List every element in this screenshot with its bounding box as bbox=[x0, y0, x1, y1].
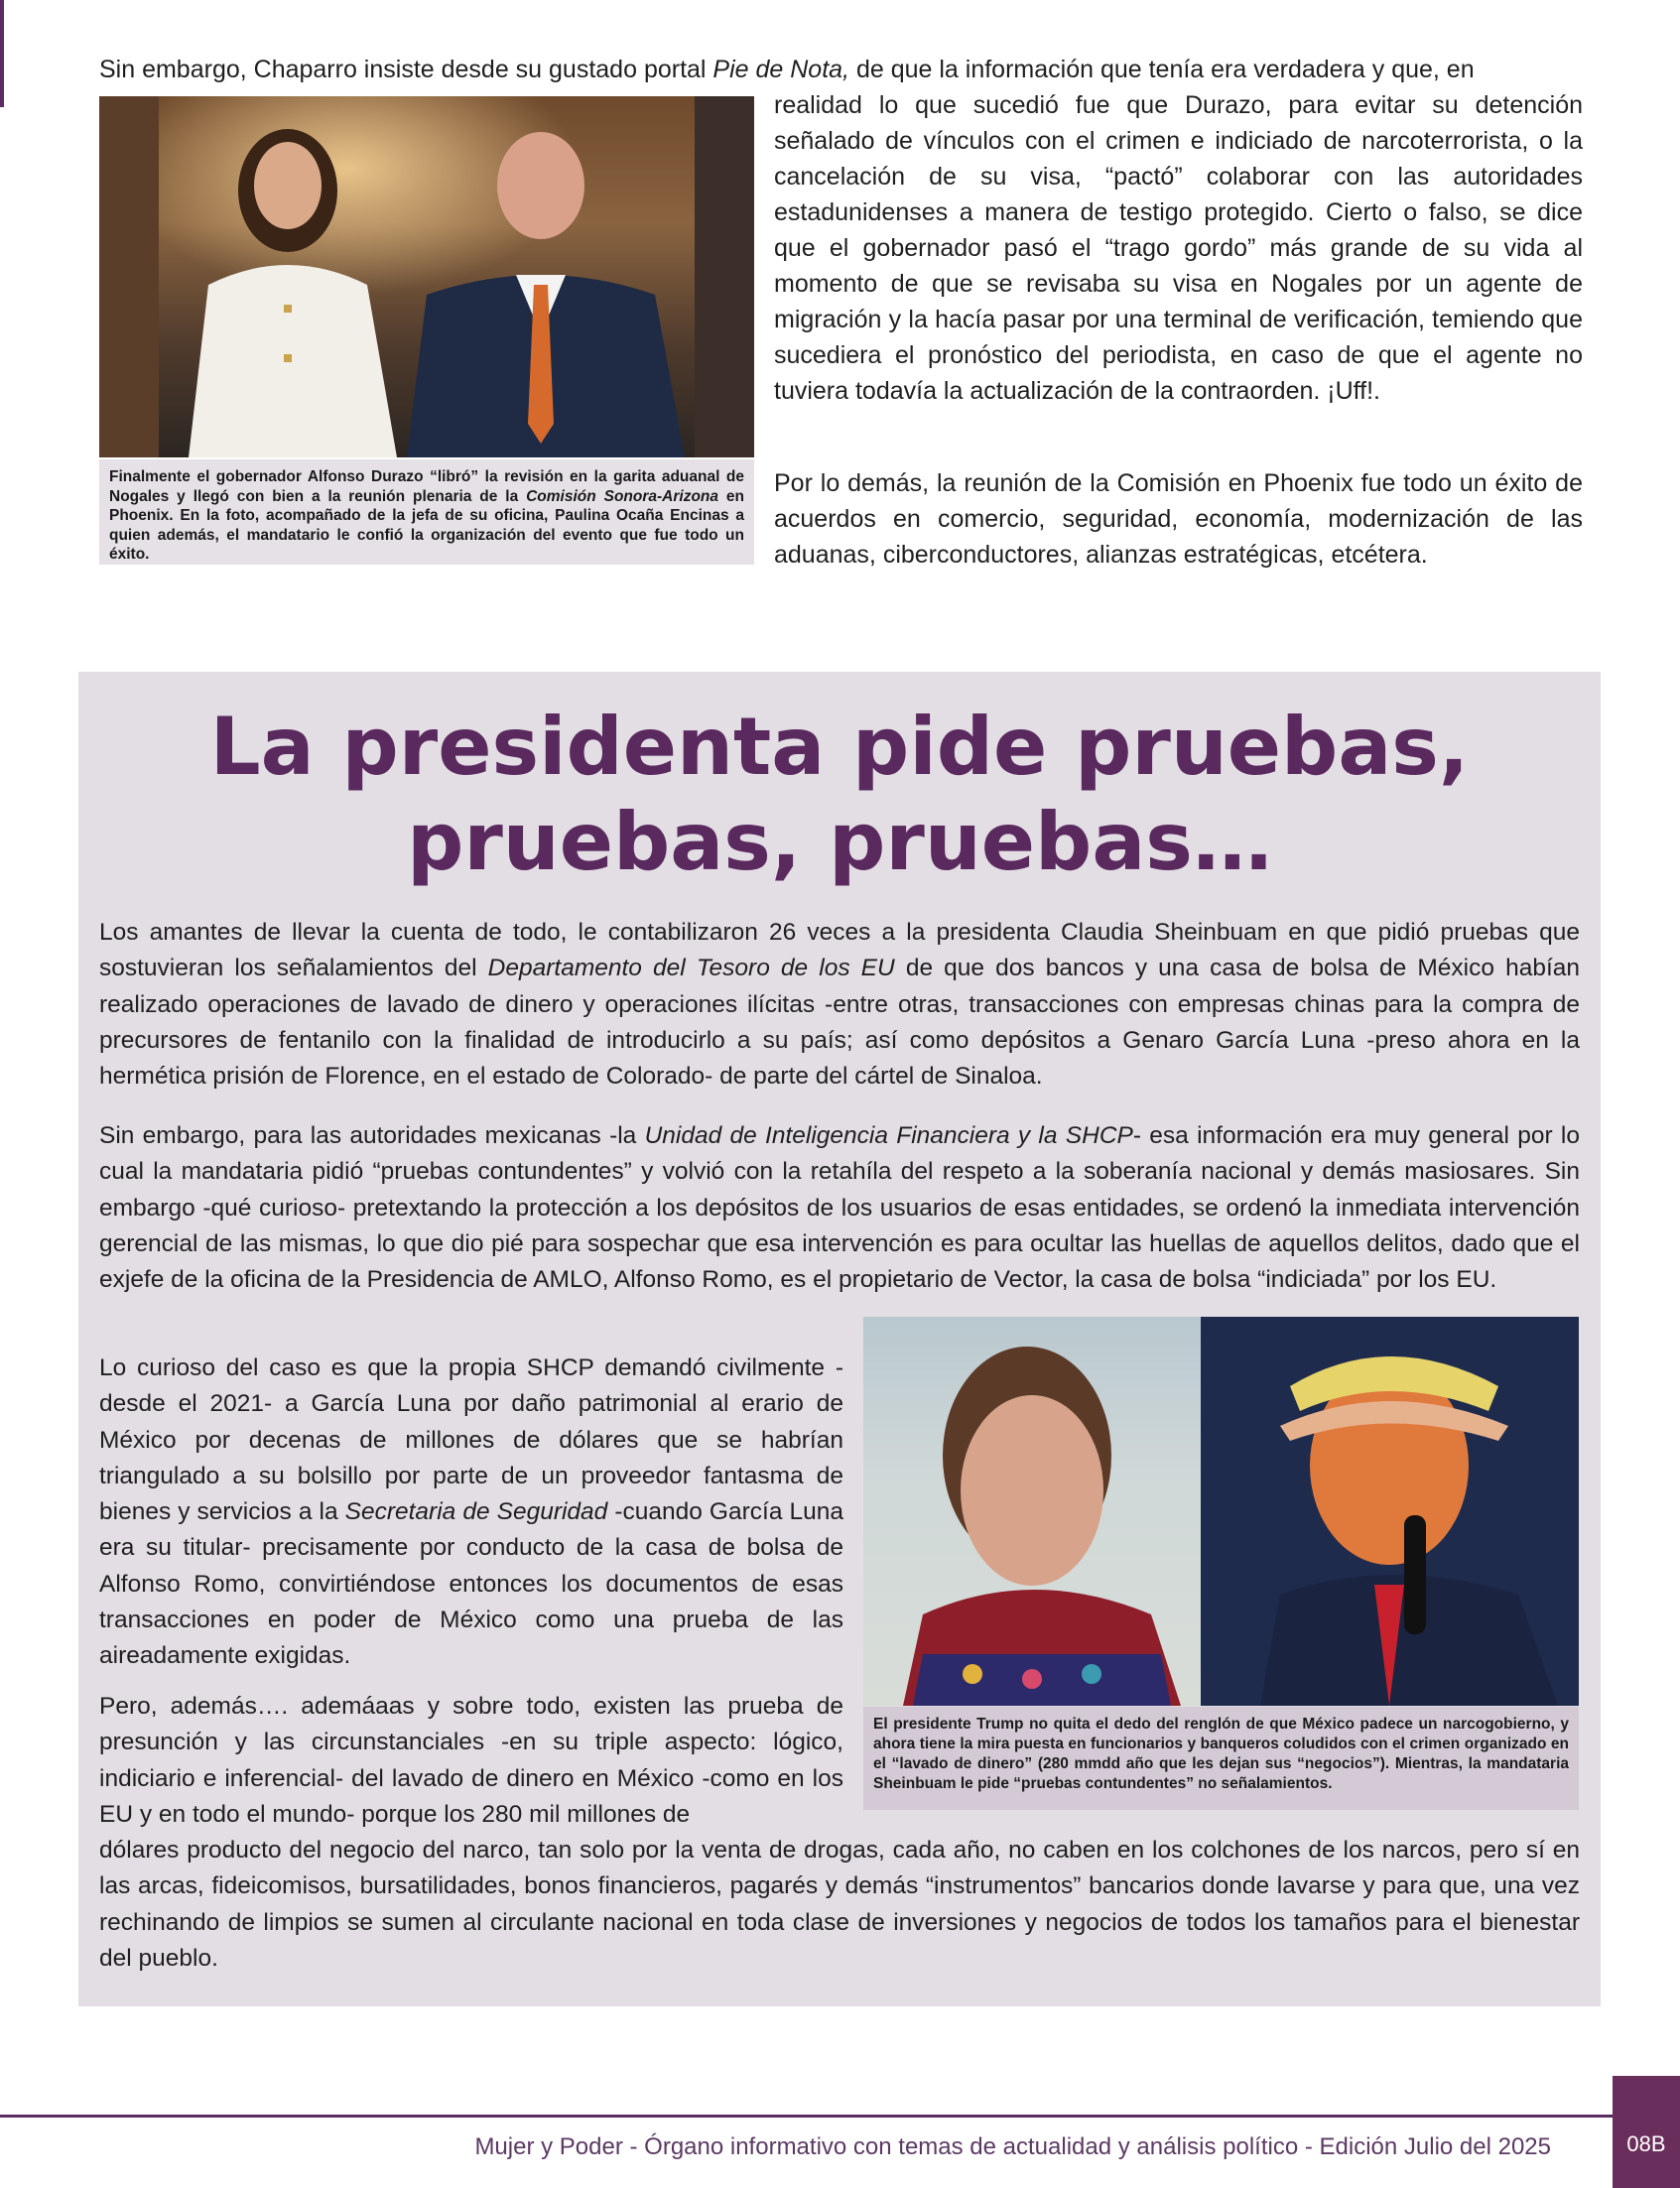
intro-second-paragraph: Por lo demás, la reunión de la Comisión en Phoenix fue todo un éxito de acuerdos en comercio, seguridad, economía, modernización de las aduanas, ciberconductores, alianzas estratégicas, etcétera. bbox=[774, 469, 1583, 569]
edge-accent-bar bbox=[0, 0, 4, 107]
article-paragraph-3: Lo curioso del caso es que la propia SHCP demandó civilmente -desde el 2021- a García Luna por daño patrimonial al erario de México por decenas de millones de dólares que se habrían triangulado a su bolsillo por parte de un proveedor fantasma de bienes y servicios a la Secretaria de Seguridad -cuando García Luna era su titular- precisamente por conducto de la casa de bolsa de Alfonso Romo, convirtiéndose entonces los documentos de esas transacciones en poder de México como una prueba de las aireadamente exigidas. bbox=[99, 1354, 843, 1670]
photo-durazo bbox=[99, 96, 754, 457]
article-paragraph-2: Sin embargo, para las autoridades mexicanas -la Unidad de Inteligencia Financiera y la SHCP- esa información era muy general por lo cual la mandataria pidió “pruebas contundentes” y volvió con la retahíla del respeto a la soberanía nacional y demás masiosares. Sin embargo -qué curioso- pretextando la protección a los depósitos de los usuarios de esas entidades, se ordenó la inmediata intervención gerencial de las mismas, lo que dio pié para sospechar que esa intervención es para ocultar las huellas de aquellos delitos, dado que el exjefe de la oficina de la Presidencia de AMLO, Alfonso Romo, es el propietario de Vector, la casa de bolsa “indiciada” por los EU. bbox=[99, 1122, 1580, 1294]
article-paragraph-1: Los amantes de llevar la cuenta de todo, le contabilizaron 26 veces a la presidenta Claudia Sheinbuam en que pidió pruebas que sostuvieran los señalamientos del Departamento del Tesoro de los EU de que dos bancos y una casa de bolsa de México habían realizado operaciones de lavado de dinero y operaciones ilícitas -entre otras, transacciones con empresas chinas para la compra de precursores de fentanilo con la finalidad de introducirlo a su país; así como depósitos a Genaro García Luna -preso ahora en la hermética prisión de Florence, en el estado de Colorado- de parte del cártel de Sinaloa. bbox=[99, 919, 1580, 1091]
article-paragraph-4-wide: dólares producto del negocio del narco, tan solo por la venta de drogas, cada año, no caben en los colchones de los narcos, pero sí en las arcas, fideicomisos, bursatilidades, bonos financieros, pagarés y demás “instrumentos” bancarios donde lavarse y para que, una vez rechinando de limpios se sumen al circulante nacional en toda clase de inversiones y negocios de todos los tamaños para el bienestar del pueblo. bbox=[99, 1837, 1580, 1972]
intro-continuation: realidad lo que sucedió fue que Durazo, para evitar su detención señalado de vínculos con el crimen e indiciado de narcoterrorista, o la cancelación de su visa, “pactó” colaborar con las autoridades estadunidenses a manera de testigo protegido. Cierto o falso, se dice que el gobernador pasó el “trago gordo” más grande de su vida al momento de que se revisaba su visa en Nogales por un agente de migración y la hacía pasar por una terminal de verificación, temiendo que sucediera el pronóstico del periodista, en caso de que el agente no tuviera todavía la actualización de la contraorden. ¡Uff!. bbox=[774, 91, 1583, 405]
article-headline: La presidenta pide pruebas, pruebas, pruebas… bbox=[209, 701, 1470, 888]
intro-first-line: Sin embargo, Chaparro insiste desde su gustado portal Pie de Nota, de que la información que tenía era verdadera y que, en bbox=[99, 56, 1475, 83]
photo-sheinbaum-trump-illustration bbox=[863, 1317, 1579, 1706]
photo-sheinbaum-trump-caption: El presidente Trump no quita el dedo del renglón de que México padece un narcogobierno, y ahora tiene la mira puesta en funcionarios y banqueros coludidos con el crimen organizado en el “lavado de dinero” (280 mmdd año que les dejan sus “negocios”). Mientras, la mandataria Sheinbuam le pide “pruebas contundentes” no señalamientos. bbox=[863, 1707, 1579, 1810]
footer-rule bbox=[0, 2115, 1613, 2118]
article-box bbox=[78, 672, 1601, 2006]
photo-durazo-illustration bbox=[99, 96, 754, 457]
photo-sheinbaum-trump bbox=[863, 1317, 1579, 1706]
photo-durazo-caption: Finalmente el gobernador Alfonso Durazo “libró” la revisión en la garita aduanal de Nogales y llegó con bien a la reunión plenaria de la Comisión Sonora-Arizona en Phoenix. En la foto, acompañado de la jefa de su oficina, Paulina Ocaña Encinas a quien además, el mandatario le confió la organización del evento que fue todo un éxito. bbox=[99, 459, 754, 565]
footer-publication-line: Mujer y Poder - Órgano informativo con temas de actualidad y análisis político - Edición Julio del 2025 bbox=[474, 2133, 1551, 2160]
page-number: 08B bbox=[1626, 2131, 1666, 2156]
article-paragraph-4-narrow: Pero, además…. ademáaas y sobre todo, existen las prueba de presunción y las circunstanciales -en su triple aspecto: lógico, indiciario e inferencial- del lavado de dinero en México -como en los EU y en todo el mundo- porque los 280 mil millones de bbox=[99, 1693, 843, 1828]
